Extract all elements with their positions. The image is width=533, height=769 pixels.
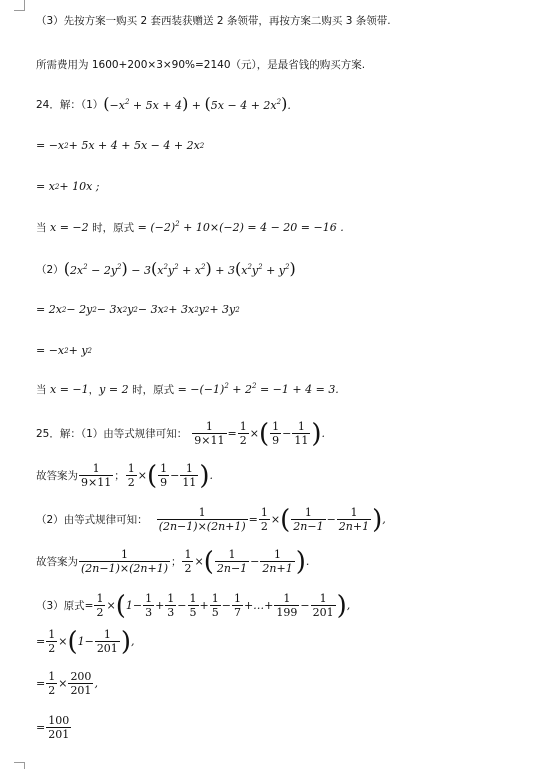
math-step: = $\frac{1}{2}$ × ( 1− $\frac{1}{201}$ ) ,	[36, 626, 135, 657]
fraction: $\frac{1}{5}$	[189, 592, 197, 619]
fraction: $\frac{1}{7}$	[233, 592, 241, 619]
answer-line: 故答案为 $\frac{1}{9\times 11}$ ； $\frac{1}{2}$ × ( $\frac{1}{9}$ − $\frac{1}{11}$ ) .	[36, 460, 213, 491]
fraction: $\frac{1}{9}$	[160, 462, 168, 489]
math-step: = $\frac{1}{2}$ × $\frac{200}{201}$ ,	[36, 670, 98, 697]
fraction: $\frac{1}{2n-1}$	[216, 548, 248, 575]
fraction: $\frac{1}{2}$	[96, 592, 104, 619]
question-label: 24．解：（1）	[36, 99, 104, 111]
fraction: $\frac{1}{2}$	[48, 670, 56, 697]
math-step: （2） $(2x^2 - 2y^2) - 3(x^2y^2 + x^2) + 3(x^2y^2 + y^2)$	[36, 259, 296, 278]
fraction: $\frac{1}{11}$	[182, 462, 197, 489]
fraction: $\frac{1}{11}$	[294, 420, 309, 447]
fraction: $\frac{200}{201}$	[70, 670, 92, 697]
math-step: （2）由等式规律可知： $\frac{1}{(2n-1)\times(2n+1)}$ = $\frac{1}{2}$ × ( $\frac{1}{2n-1}$ − $\frac{1}{2n+1}$ ) ,	[36, 504, 386, 535]
text-line: （3）先按方案一购买 2 套西装获赠送 2 条领带，再按方案二购买 3 条领带.	[36, 15, 391, 27]
question-25-line: 25．解：（1）由等式规律可知： $\frac{1}{9\times 11}$ = $\frac{1}{2}$ × ( $\frac{1}{9}$ − $\frac{1}{11}$ ) .	[36, 418, 325, 449]
fraction: $\frac{1}{201}$	[312, 592, 334, 619]
answer-line: 故答案为 $\frac{1}{(2n-1)\times(2n+1)}$ ； $\frac{1}{2}$ × ( $\frac{1}{2n-1}$ − $\frac{1}{2n+1}$ ) .	[36, 546, 310, 577]
fraction: $\frac{1}{2n+1}$	[262, 548, 293, 575]
fraction: $\frac{1}{5}$	[211, 592, 219, 619]
math-step: = $\frac{100}{201}$	[36, 714, 70, 741]
substitution-line: 当 x = −1 ， y = 2 时，原式 = $-(-1)^2 + 2^2 = -1 + 4 = 3$.	[36, 382, 339, 396]
question-24-line	[36, 94, 527, 113]
page-corner-mark	[14, 0, 25, 11]
fraction: $\frac{1}{2}$	[184, 548, 192, 575]
fraction: $\frac{1}{201}$	[96, 628, 118, 655]
fraction: $\frac{1}{(2n-1)\times(2n+1)}$	[81, 548, 168, 575]
substitution-line: 当 x = −2 时，原式 = $(-2)^2 + 10\times(-2) = 4 - 20 = -16$ .	[36, 220, 344, 234]
fraction: $\frac{1}{2}$	[48, 628, 56, 655]
fraction: $\frac{1}{2}$	[260, 506, 268, 533]
math-expression: $(-x^2 + 5x + 4) + (5x - 4 + 2x^2)$.	[103, 94, 291, 113]
fraction: $\frac{1}{(2n-1)\times(2n+1)}$	[158, 506, 246, 533]
fraction: $\frac{1}{3}$	[167, 592, 175, 619]
fraction: $\frac{1}{2n-1}$	[293, 506, 324, 533]
fraction: $\frac{100}{201}$	[48, 714, 70, 741]
math-step: = −x 2 + y 2	[36, 344, 93, 357]
math-step: = 2x 2 − 2y 2 − 3x 2 y 2 − 3x 2 + 3x 2 y 2 + 3y 2	[36, 303, 240, 316]
math-step: = x 2 + 10x ;	[36, 180, 100, 193]
math-step: = −x 2 + 5x + 4 + 5x − 4 + 2x 2	[36, 139, 205, 152]
fraction: $\frac{1}{199}$	[276, 592, 298, 619]
math-step: （3）原式= $\frac{1}{2}$ × ( 1− $\frac{1}{3}$ + $\frac{1}{3}$ − $\frac{1}{5}$ + $\frac{1}{5}$ − $\frac{1}{7}$ +…+ $\frac{1}{199}$ − $\frac{1}{201}$ ) ,	[36, 590, 351, 621]
fraction: $\frac{1}{2}$	[127, 462, 135, 489]
fraction: $\frac{1}{2n+1}$	[338, 506, 370, 533]
fraction: $\frac{1}{2}$	[239, 420, 247, 447]
text-line: 所需费用为 1600+200×3×90%=2140（元），是最省钱的购买方案.	[36, 59, 366, 71]
fraction: $\frac{1}{3}$	[145, 592, 153, 619]
fraction: $\frac{1}{9}$	[272, 420, 280, 447]
fraction: $\frac{1}{9\times 11}$	[81, 462, 112, 489]
fraction: $\frac{1}{9\times 11}$	[194, 420, 225, 447]
